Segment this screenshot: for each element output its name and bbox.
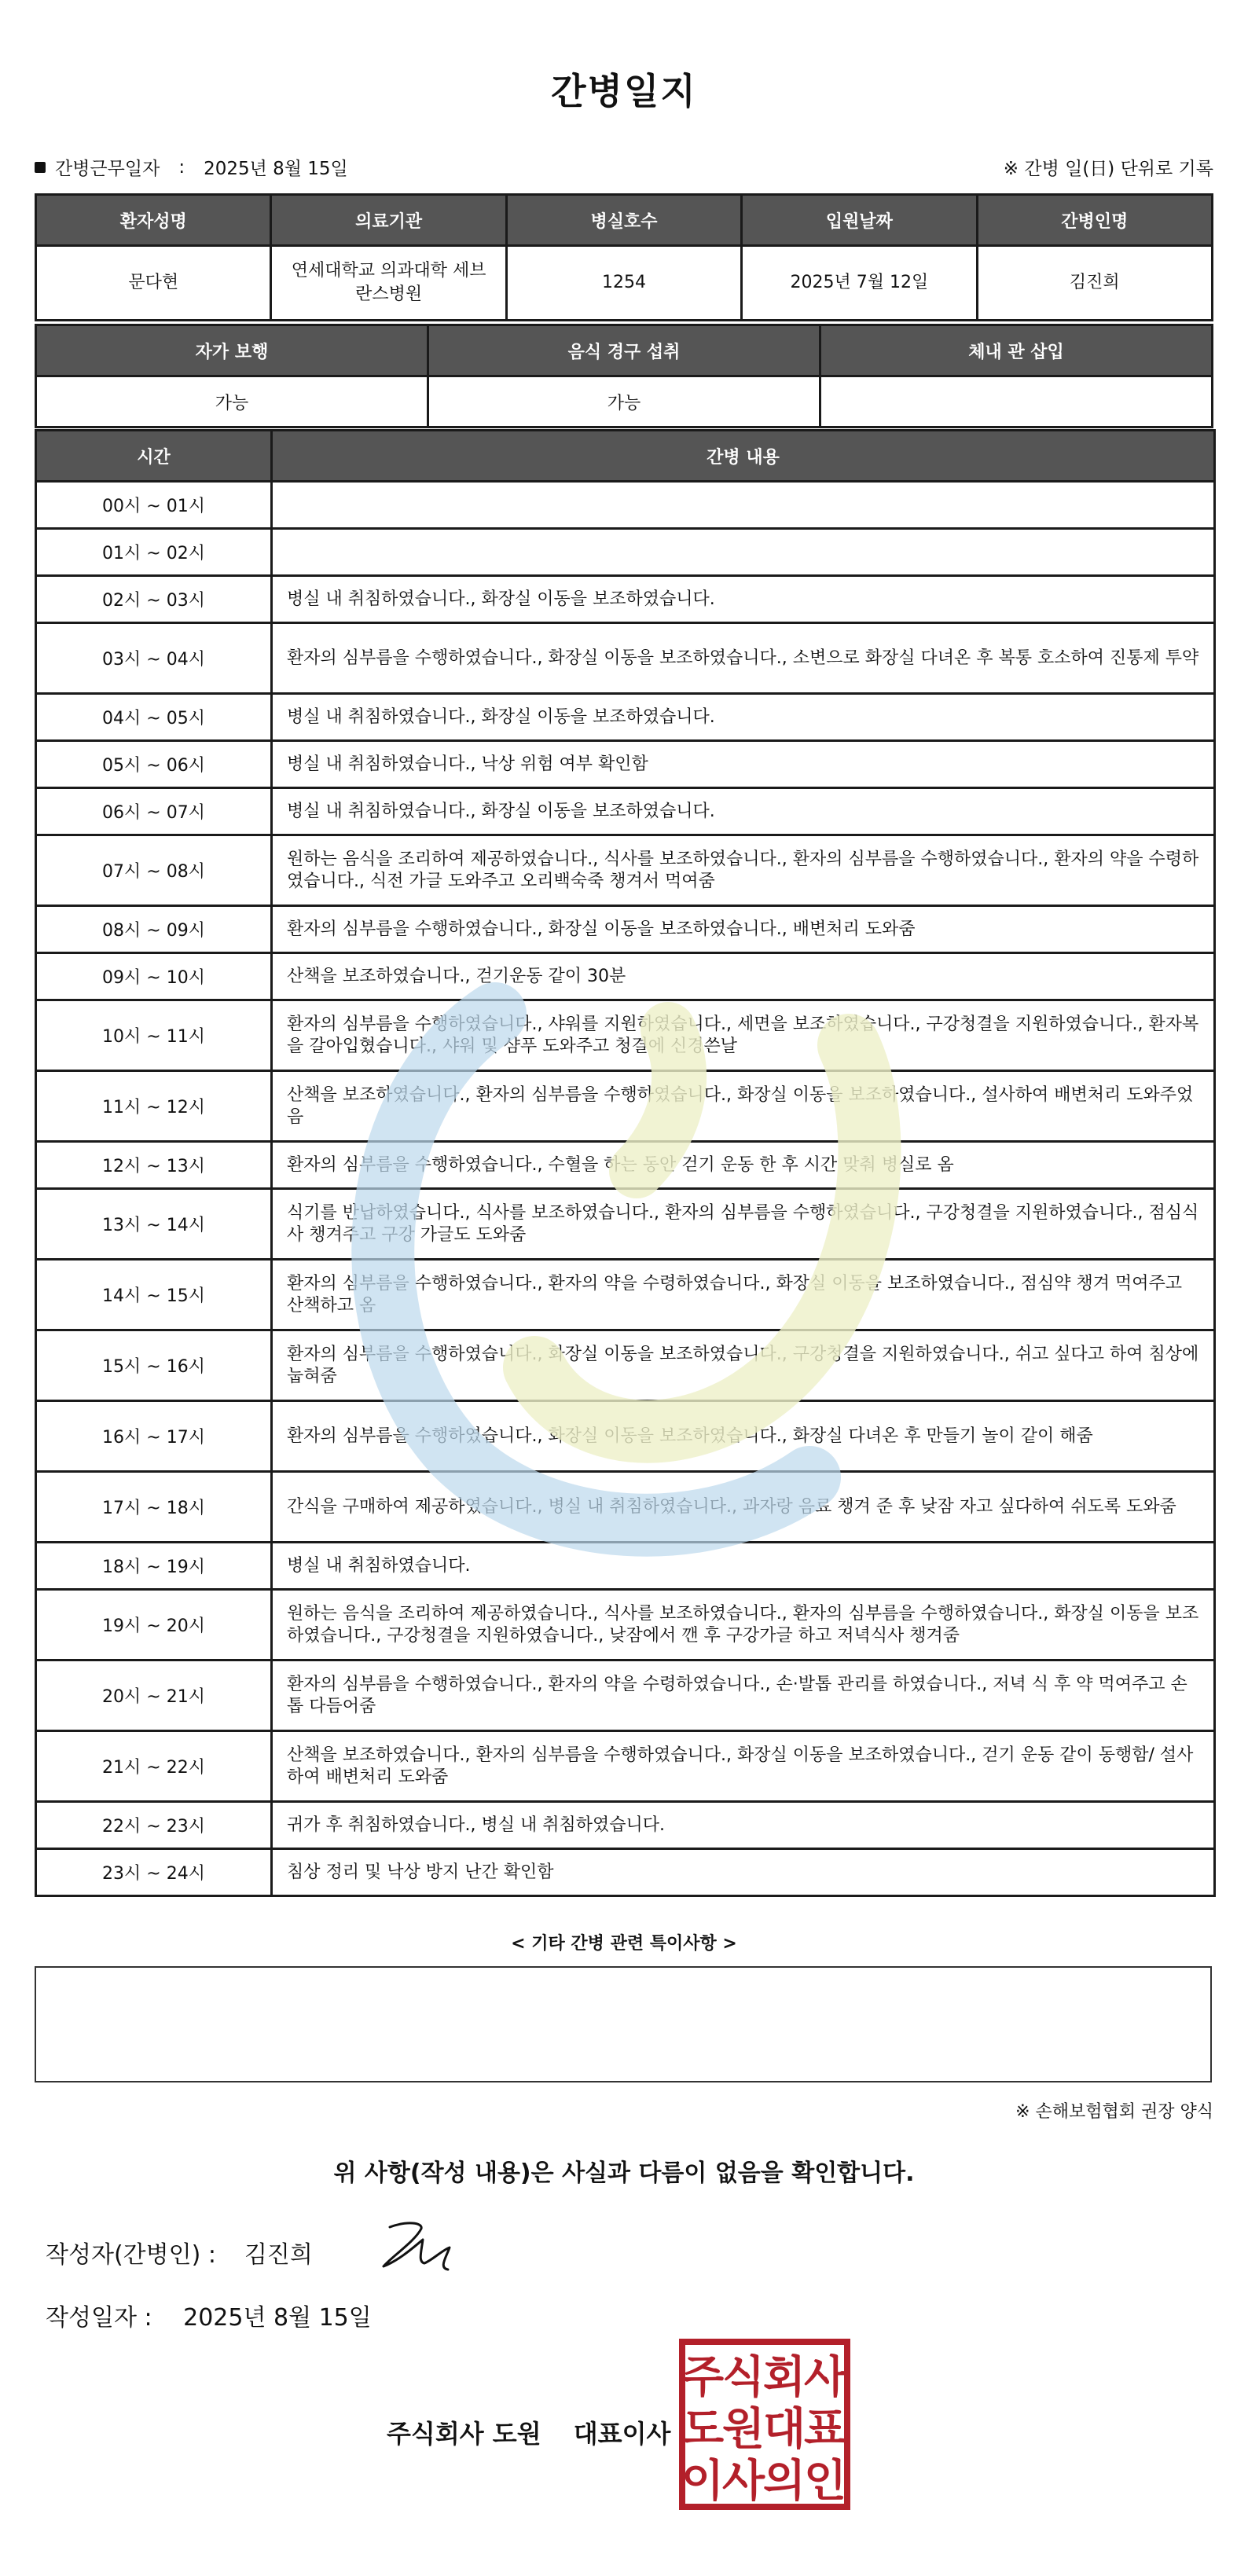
- confirmation-statement: 위 사항(작성 내용)은 사실과 다름이 없음을 확인합니다.: [333, 2160, 915, 2187]
- log-row: [36, 1000, 1215, 1071]
- header-oral-intake: 음식 경구 섭취: [428, 325, 820, 376]
- log-time: 01시 ~ 02시: [36, 529, 272, 576]
- seal-glyph: 의: [762, 2456, 806, 2507]
- header-patient-name: 환자성명: [36, 195, 271, 246]
- hourly-care-log-table: [35, 429, 1216, 1897]
- log-content: 병실 내 취침하였습니다., 낙상 위험 여부 확인함: [272, 741, 1215, 788]
- log-row: [36, 623, 1215, 694]
- header-room-number: 병실호수: [506, 195, 741, 246]
- company-role: 대표이사: [573, 2419, 671, 2449]
- log-content: 환자의 심부름을 수행하였습니다., 화장실 이동을 보조하였습니다., 소변으로 화장실 다녀온 후 복통 호소하여 진통제 투약: [272, 623, 1215, 694]
- log-time: 17시 ~ 18시: [36, 1472, 272, 1543]
- log-content: 산책을 보조하였습니다., 환자의 심부름을 수행하였습니다., 화장실 이동을 보조하였습니다., 설사하여 배변처리 도와주었음: [272, 1071, 1215, 1142]
- seal-glyph: 도: [681, 2404, 725, 2455]
- log-time: 02시 ~ 03시: [36, 576, 272, 623]
- log-time: 06시 ~ 07시: [36, 788, 272, 835]
- log-content: 환자의 심부름을 수행하였습니다., 화장실 이동을 보조하였습니다., 화장실 다녀온 후 만들기 놀이 같이 해줌: [272, 1401, 1215, 1472]
- log-content: 귀가 후 취침하였습니다., 병실 내 취침하였습니다.: [272, 1802, 1215, 1849]
- work-date-separator: :: [178, 156, 185, 178]
- log-row: [36, 1660, 1215, 1731]
- log-time: 09시 ~ 10시: [36, 953, 272, 1000]
- seal-glyph: 식: [721, 2352, 765, 2403]
- log-row: [36, 953, 1215, 1000]
- log-row: [36, 482, 1215, 529]
- log-row: [36, 906, 1215, 953]
- header-time: 시간: [36, 431, 272, 482]
- work-date-value: 2025년 8월 15일: [204, 159, 348, 179]
- log-time: 13시 ~ 14시: [36, 1189, 272, 1260]
- log-time: 05시 ~ 06시: [36, 741, 272, 788]
- log-row: [36, 788, 1215, 835]
- log-row: [36, 1590, 1215, 1660]
- log-row: [36, 576, 1215, 623]
- log-time: 22시 ~ 23시: [36, 1802, 272, 1849]
- seal-glyph: 인: [803, 2456, 847, 2507]
- log-content: 식기를 반납하였습니다., 식사를 보조하였습니다., 환자의 심부름을 수행하였습니다., 구강청결을 지원하였습니다., 점심식사 챙겨주고 구강 가글도 도와줌: [272, 1189, 1215, 1260]
- log-time: 10시 ~ 11시: [36, 1000, 272, 1071]
- log-content: 병실 내 취침하였습니다., 화장실 이동을 보조하였습니다.: [272, 694, 1215, 741]
- company-line: [387, 2414, 670, 2450]
- seal-glyph: 회: [762, 2352, 806, 2403]
- log-row: [36, 1849, 1215, 1896]
- seal-glyph: 이: [681, 2456, 725, 2507]
- log-time: 20시 ~ 21시: [36, 1660, 272, 1731]
- log-content: 산책을 보조하였습니다., 걷기운동 같이 30분: [272, 953, 1215, 1000]
- log-content: 병실 내 취침하였습니다.: [272, 1543, 1215, 1590]
- log-time: 04시 ~ 05시: [36, 694, 272, 741]
- log-row: [36, 1401, 1215, 1472]
- log-row: [36, 694, 1215, 741]
- log-time: 00시 ~ 01시: [36, 482, 272, 529]
- log-time: 08시 ~ 09시: [36, 906, 272, 953]
- log-row: [36, 1189, 1215, 1260]
- header-care-content: 간병 내용: [272, 431, 1215, 482]
- log-content: [272, 482, 1215, 529]
- log-row: [36, 1071, 1215, 1142]
- log-row: [36, 1731, 1215, 1802]
- patient-info-value-row: [36, 246, 1213, 321]
- log-body: [36, 482, 1215, 1896]
- log-content: 병실 내 취침하였습니다., 화장실 이동을 보조하였습니다.: [272, 788, 1215, 835]
- special-notes-box: [35, 1966, 1212, 2082]
- status-header-row: [36, 325, 1213, 376]
- log-row: [36, 741, 1215, 788]
- special-notes-title: < 기타 간병 관련 특이사항 >: [511, 1934, 737, 1954]
- log-content: 병실 내 취침하였습니다., 화장실 이동을 보조하였습니다.: [272, 576, 1215, 623]
- log-content: 환자의 심부름을 수행하였습니다., 수혈을 하는 동안 걷기 운동 한 후 시간 맞춰 병실로 옴: [272, 1142, 1215, 1189]
- log-content: 환자의 심부름을 수행하였습니다., 화장실 이동을 보조하였습니다., 구강청결을 지원하였습니다., 쉬고 싶다고 하여 침상에 눕혀줌: [272, 1330, 1215, 1401]
- log-time: 12시 ~ 13시: [36, 1142, 272, 1189]
- log-time: 15시 ~ 16시: [36, 1330, 272, 1401]
- log-content: 간식을 구매하여 제공하였습니다., 병실 내 취침하였습니다., 과자랑 음료 챙겨 준 후 낮잠 자고 싶다하여 쉬도록 도와줌: [272, 1472, 1215, 1543]
- patient-name: 문다현: [36, 246, 271, 321]
- log-content: 침상 정리 및 낙상 방지 난간 확인함: [272, 1849, 1215, 1896]
- log-content: 산책을 보조하였습니다., 환자의 심부름을 수행하였습니다., 화장실 이동을 보조하였습니다., 걷기 운동 같이 동행함/ 설사하여 배변처리 도와줌: [272, 1731, 1215, 1802]
- seal-glyph: 표: [803, 2404, 847, 2455]
- log-content: 원하는 음식을 조리하여 제공하였습니다., 식사를 보조하였습니다., 환자의 심부름을 수행하였습니다., 화장실 이동을 보조하였습니다., 구강청결을 지원하였습니다., 낮잠에서 깬 후 구강가글 하고 저녁식사 챙겨줌: [272, 1590, 1215, 1660]
- writer-label: 작성자(간병인) :: [46, 2241, 216, 2269]
- date-line: [46, 2298, 372, 2332]
- patient-info-header-row: [36, 195, 1213, 246]
- log-time: 19시 ~ 20시: [36, 1590, 272, 1660]
- log-row: [36, 529, 1215, 576]
- self-walking-value: 가능: [36, 376, 428, 427]
- log-content: 원하는 음식을 조리하여 제공하였습니다., 식사를 보조하였습니다., 환자의 심부름을 수행하였습니다., 환자의 약을 수령하였습니다., 식전 가글 도와주고 오리백숙죽 챙겨서 먹여줌: [272, 835, 1215, 906]
- tube-insertion-value: [820, 376, 1213, 427]
- company-seal-icon: [677, 2337, 852, 2512]
- association-note: ※ 손해보험협회 권장 양식: [1015, 2102, 1213, 2122]
- seal-glyph: 원: [721, 2404, 765, 2455]
- oral-intake-value: 가능: [428, 376, 820, 427]
- hospital-name: 연세대학교 의과대학 세브란스병원: [271, 246, 506, 321]
- date-value: 2025년 8월 15일: [183, 2304, 372, 2332]
- patient-info-table: [35, 193, 1213, 321]
- header-caregiver-name: 간병인명: [977, 195, 1212, 246]
- log-time: 21시 ~ 22시: [36, 1731, 272, 1802]
- log-time: 03시 ~ 04시: [36, 623, 272, 694]
- writer-name: 김진희: [244, 2241, 313, 2269]
- log-time: 07시 ~ 08시: [36, 835, 272, 906]
- company-name: 주식회사 도원: [387, 2419, 541, 2449]
- header-hospital: 의료기관: [271, 195, 506, 246]
- caregiver-name: 김진희: [977, 246, 1212, 321]
- log-content: 환자의 심부름을 수행하였습니다., 샤워를 지원하였습니다., 세면을 보조하였습니다., 구강청결을 지원하였습니다., 환자복을 갈아입혔습니다., 샤워 및 샴푸 도와주고 청결에 신경쓴날: [272, 1000, 1215, 1071]
- log-content: 환자의 심부름을 수행하였습니다., 환자의 약을 수령하였습니다., 손·발톱 관리를 하였습니다., 저녁 식 후 약 먹여주고 손톱 다듬어줌: [272, 1660, 1215, 1731]
- log-content: 환자의 심부름을 수행하였습니다., 환자의 약을 수령하였습니다., 화장실 이동을 보조하였습니다., 점심약 챙겨 먹여주고 산책하고 옴: [272, 1260, 1215, 1330]
- log-content: 환자의 심부름을 수행하였습니다., 화장실 이동을 보조하였습니다., 배변처리 도와줌: [272, 906, 1215, 953]
- log-time: 11시 ~ 12시: [36, 1071, 272, 1142]
- log-time: 23시 ~ 24시: [36, 1849, 272, 1896]
- log-row: [36, 1330, 1215, 1401]
- log-header-row: [36, 431, 1215, 482]
- status-value-row: [36, 376, 1213, 427]
- square-bullet-icon: [35, 162, 46, 173]
- header-admission-date: 입원날짜: [742, 195, 977, 246]
- signature-icon: [376, 2216, 462, 2279]
- log-time: 14시 ~ 15시: [36, 1260, 272, 1330]
- writer-line: [46, 2235, 313, 2270]
- seal-glyph: 대: [762, 2404, 806, 2455]
- record-note: ※ 간병 일(日) 단위로 기록: [1003, 159, 1213, 179]
- log-content: [272, 529, 1215, 576]
- log-row: [36, 1142, 1215, 1189]
- date-label: 작성일자 :: [46, 2304, 152, 2332]
- log-time: 18시 ~ 19시: [36, 1543, 272, 1590]
- patient-status-table: [35, 324, 1213, 428]
- log-time: 16시 ~ 17시: [36, 1401, 272, 1472]
- admission-date: 2025년 7월 12일: [742, 246, 977, 321]
- log-row: [36, 835, 1215, 906]
- header-tube-insertion: 체내 관 삽입: [820, 325, 1213, 376]
- log-row: [36, 1260, 1215, 1330]
- log-row: [36, 1543, 1215, 1590]
- seal-glyph: 주: [681, 2352, 725, 2403]
- seal-glyph: 사: [721, 2456, 765, 2507]
- work-date-label: 간병근무일자: [55, 159, 160, 179]
- log-row: [36, 1472, 1215, 1543]
- room-number: 1254: [506, 246, 741, 321]
- page-title: 간병일지: [551, 70, 697, 112]
- header-self-walking: 자가 보행: [36, 325, 428, 376]
- work-date-line: [35, 154, 348, 180]
- log-row: [36, 1802, 1215, 1849]
- seal-glyph: 사: [803, 2352, 847, 2403]
